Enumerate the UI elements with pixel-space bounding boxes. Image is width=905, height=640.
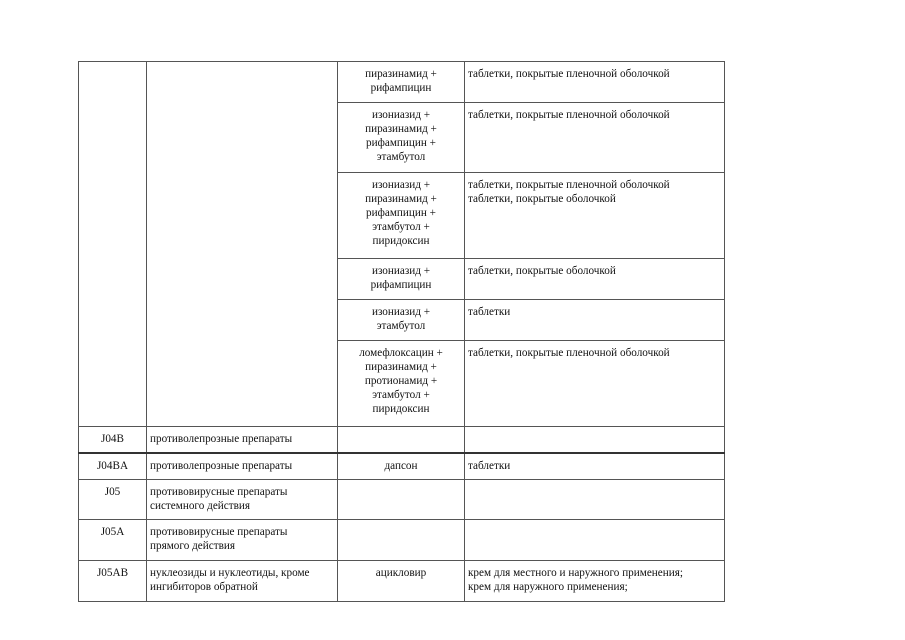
dosage-form-cell [465, 259, 725, 300]
cell-text-line: изониазид + [371, 265, 431, 277]
inn-cell [338, 520, 465, 561]
atc-code-cell [79, 427, 147, 453]
table-row [79, 62, 725, 103]
cell-text-line: противолепрозные препараты [150, 433, 293, 445]
cell-text-line: противолепрозные препараты [150, 459, 293, 472]
cell-text-line: системного действия [150, 500, 251, 512]
dosage-form-cell [465, 453, 725, 480]
cell-text-line: J05A [100, 526, 125, 538]
cell-text-line: таблетки, покрытые пленочной оболочкой [468, 347, 670, 359]
inn-cell [338, 453, 465, 480]
inn-cell [338, 173, 465, 259]
cell-text-line: таблетки, покрытые оболочкой [468, 265, 616, 277]
cell-text-line: пиридоксин [372, 235, 430, 247]
inn-cell [338, 427, 465, 453]
cell-text-line: пиразинамид + [365, 193, 437, 205]
cell-text-line: рифампицин + [366, 207, 436, 219]
cell-text-line: дапсон [384, 459, 418, 472]
dosage-form-cell [465, 480, 725, 520]
dosage-form-cell [465, 173, 725, 259]
table-row [79, 427, 725, 453]
inn-cell [338, 62, 465, 103]
group-cell [147, 520, 338, 561]
table-row [79, 480, 725, 520]
dosage-form-cell [465, 103, 725, 173]
cell-text-line: таблетки [468, 459, 511, 472]
cell-text-line: этамбутол + [372, 389, 430, 401]
cell-text-line: этамбутол + [372, 221, 430, 233]
inn-cell [338, 561, 465, 602]
dosage-form-cell [465, 561, 725, 602]
cell-text-line: нуклеозиды и нуклеотиды, кроме [150, 567, 310, 579]
dosage-form-cell [465, 427, 725, 453]
inn-cell [338, 103, 465, 173]
cell-text-line: таблетки, покрытые пленочной оболочкой [468, 68, 670, 80]
atc-code-cell [79, 480, 147, 520]
cell-text-line: J05AB [96, 567, 129, 579]
atc-code-cell [79, 453, 147, 480]
inn-cell [338, 259, 465, 300]
cell-text-line: ломефлоксацин + [359, 347, 443, 359]
atc-code-cell [79, 520, 147, 561]
group-cell [147, 453, 338, 480]
cell-text-line: крем для наружного применения; [468, 581, 628, 593]
cell-text-line: таблетки, покрытые пленочной оболочкой [468, 179, 670, 191]
table-row [79, 453, 725, 480]
cell-text-line: пиридоксин [372, 403, 430, 415]
dosage-form-cell [465, 341, 725, 427]
table-row [79, 561, 725, 602]
cell-text-line: пиразинамид + [365, 361, 437, 373]
cell-text-line: J04BA [96, 459, 129, 472]
cell-text-line: рифампицин [370, 82, 432, 94]
group-cell [147, 427, 338, 453]
dosage-form-cell [465, 520, 725, 561]
cell-text-line: J04B [100, 433, 124, 445]
cell-text-line: пиразинамид + [365, 123, 437, 135]
cell-text-line: рифампицин [370, 279, 432, 291]
cell-text-line: таблетки, покрытые пленочной оболочкой [468, 109, 670, 121]
cell-text-line: таблетки [468, 306, 511, 318]
cell-text-line: этамбутол [376, 320, 426, 332]
group-cell [147, 561, 338, 602]
cell-text-line: ацикловир [375, 567, 427, 579]
cell-text-line: этамбутол [376, 151, 426, 163]
cell-text-line: изониазид + [371, 306, 431, 318]
cell-text-line: J05 [104, 486, 121, 498]
inn-cell [338, 300, 465, 341]
inn-cell [338, 341, 465, 427]
table-row [79, 520, 725, 561]
dosage-form-cell [465, 62, 725, 103]
drug-list-table [78, 61, 725, 602]
dosage-form-cell [465, 300, 725, 341]
cell-text-line: изониазид + [371, 109, 431, 121]
code-cell-merged [79, 62, 147, 427]
cell-text-line: протионамид + [364, 375, 438, 387]
group-cell-merged [147, 62, 338, 427]
cell-text-line: таблетки, покрытые оболочкой [468, 193, 616, 205]
cell-text-line: ингибиторов обратной [150, 581, 258, 593]
cell-text-line: противовирусные препараты [150, 526, 288, 538]
cell-text-line: рифампицин + [366, 137, 436, 149]
group-cell [147, 480, 338, 520]
inn-cell [338, 480, 465, 520]
cell-text-line: противовирусные препараты [150, 486, 288, 498]
cell-text-line: пиразинамид + [365, 68, 437, 80]
cell-text-line: крем для местного и наружного применения; [468, 567, 683, 579]
atc-code-cell [79, 561, 147, 602]
cell-text-line: прямого действия [150, 540, 236, 552]
cell-text-line: изониазид + [371, 179, 431, 191]
